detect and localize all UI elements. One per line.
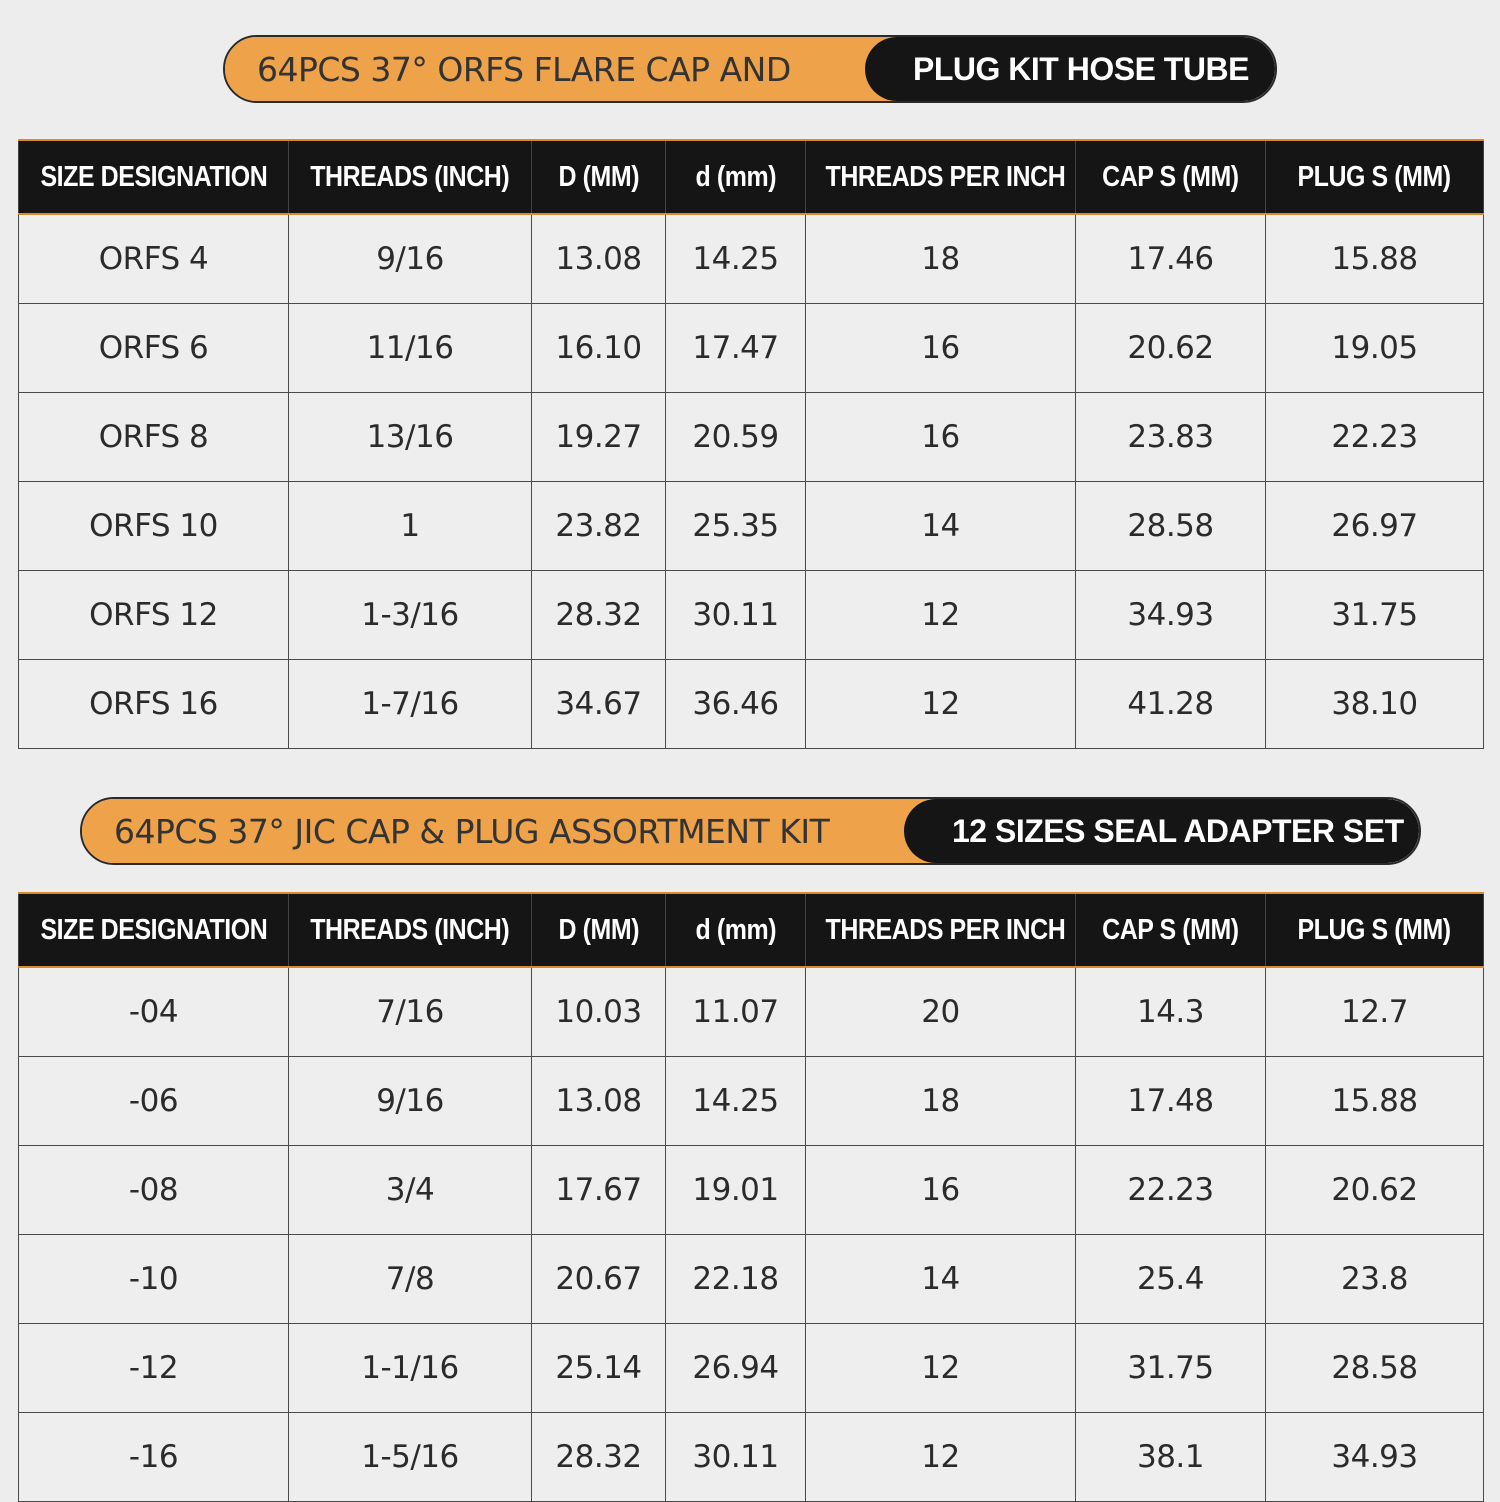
cell-plug-s: 19.05 [1266, 304, 1484, 393]
jic-banner-left-text: 64PCS 37° JIC CAP & PLUG ASSORTMENT KIT [82, 799, 934, 863]
cell-tpi: 12 [806, 571, 1076, 660]
cell-threads: 9/16 [289, 214, 532, 304]
cell-tpi: 12 [806, 1324, 1076, 1413]
header-d-minor: d (mm) [666, 140, 806, 214]
cell-size: -08 [19, 1146, 289, 1235]
cell-tpi: 18 [806, 214, 1076, 304]
header-size-designation: SIZE DESIGNATION [19, 893, 289, 967]
cell-d-major: 13.08 [532, 1057, 666, 1146]
cell-tpi: 14 [806, 1235, 1076, 1324]
cell-size: ORFS 6 [19, 304, 289, 393]
cell-plug-s: 20.62 [1266, 1146, 1484, 1235]
cell-size: -10 [19, 1235, 289, 1324]
header-cap-s: CAP S (MM) [1076, 140, 1266, 214]
cell-d-minor: 14.25 [666, 1057, 806, 1146]
table-header-row [19, 140, 1484, 214]
cell-threads: 7/16 [289, 967, 532, 1057]
cell-d-major: 13.08 [532, 214, 666, 304]
cell-cap-s: 25.4 [1076, 1235, 1266, 1324]
header-plug-s: PLUG S (MM) [1266, 140, 1484, 214]
cell-threads: 1-3/16 [289, 571, 532, 660]
header-threads-inch: THREADS (INCH) [289, 893, 532, 967]
cell-size: -06 [19, 1057, 289, 1146]
cell-cap-s: 14.3 [1076, 967, 1266, 1057]
cell-cap-s: 22.23 [1076, 1146, 1266, 1235]
header-d-minor: d (mm) [666, 893, 806, 967]
table-row [19, 967, 1484, 1057]
table-row [19, 214, 1484, 304]
cell-plug-s: 26.97 [1266, 482, 1484, 571]
cell-d-minor: 20.59 [666, 393, 806, 482]
cell-cap-s: 23.83 [1076, 393, 1266, 482]
orfs-spec-table [18, 139, 1484, 749]
header-threads-inch: THREADS (INCH) [289, 140, 532, 214]
cell-threads: 1-7/16 [289, 660, 532, 749]
cell-d-minor: 22.18 [666, 1235, 806, 1324]
cell-size: -12 [19, 1324, 289, 1413]
cell-cap-s: 20.62 [1076, 304, 1266, 393]
cell-d-major: 16.10 [532, 304, 666, 393]
cell-tpi: 20 [806, 967, 1076, 1057]
cell-threads: 1-1/16 [289, 1324, 532, 1413]
header-threads-per-inch: THREADS PER INCH [806, 140, 1076, 214]
jic-kit-banner [80, 797, 1421, 865]
cell-size: ORFS 16 [19, 660, 289, 749]
cell-d-major: 23.82 [532, 482, 666, 571]
header-plug-s: PLUG S (MM) [1266, 893, 1484, 967]
header-d-major: D (MM) [532, 893, 666, 967]
cell-cap-s: 31.75 [1076, 1324, 1266, 1413]
cell-threads: 3/4 [289, 1146, 532, 1235]
cell-d-major: 25.14 [532, 1324, 666, 1413]
cell-d-minor: 30.11 [666, 1413, 806, 1502]
cell-plug-s: 22.23 [1266, 393, 1484, 482]
cell-d-major: 28.32 [532, 571, 666, 660]
cell-plug-s: 34.93 [1266, 1413, 1484, 1502]
cell-cap-s: 38.1 [1076, 1413, 1266, 1502]
cell-size: ORFS 10 [19, 482, 289, 571]
cell-size: ORFS 8 [19, 393, 289, 482]
table-row [19, 1413, 1484, 1502]
table-row [19, 571, 1484, 660]
table-row [19, 304, 1484, 393]
table-row [19, 1057, 1484, 1146]
cell-tpi: 18 [806, 1057, 1076, 1146]
cell-threads: 9/16 [289, 1057, 532, 1146]
cell-size: -04 [19, 967, 289, 1057]
cell-tpi: 14 [806, 482, 1076, 571]
cell-tpi: 16 [806, 1146, 1076, 1235]
cell-size: ORFS 12 [19, 571, 289, 660]
cell-d-minor: 30.11 [666, 571, 806, 660]
cell-d-minor: 25.35 [666, 482, 806, 571]
cell-size: ORFS 4 [19, 214, 289, 304]
header-d-major: D (MM) [532, 140, 666, 214]
jic-spec-table [18, 892, 1484, 1502]
orfs-banner-left-text: 64PCS 37° ORFS FLARE CAP AND [225, 37, 895, 101]
header-threads-per-inch: THREADS PER INCH [806, 893, 1076, 967]
cell-plug-s: 31.75 [1266, 571, 1484, 660]
cell-d-major: 17.67 [532, 1146, 666, 1235]
table-row [19, 1235, 1484, 1324]
cell-d-major: 19.27 [532, 393, 666, 482]
cell-plug-s: 12.7 [1266, 967, 1484, 1057]
cell-d-major: 10.03 [532, 967, 666, 1057]
table-row [19, 1324, 1484, 1413]
cell-tpi: 16 [806, 393, 1076, 482]
cell-d-minor: 26.94 [666, 1324, 806, 1413]
cell-plug-s: 38.10 [1266, 660, 1484, 749]
cell-d-minor: 14.25 [666, 214, 806, 304]
cell-d-major: 20.67 [532, 1235, 666, 1324]
cell-plug-s: 28.58 [1266, 1324, 1484, 1413]
table-row [19, 660, 1484, 749]
cell-d-minor: 19.01 [666, 1146, 806, 1235]
cell-cap-s: 17.46 [1076, 214, 1266, 304]
table-row [19, 393, 1484, 482]
cell-d-major: 34.67 [532, 660, 666, 749]
cell-cap-s: 17.48 [1076, 1057, 1266, 1146]
cell-threads: 1 [289, 482, 532, 571]
cell-cap-s: 28.58 [1076, 482, 1266, 571]
cell-d-minor: 36.46 [666, 660, 806, 749]
cell-d-minor: 17.47 [666, 304, 806, 393]
table-header-row [19, 893, 1484, 967]
cell-plug-s: 15.88 [1266, 1057, 1484, 1146]
table-row [19, 1146, 1484, 1235]
orfs-banner-right-text: PLUG KIT HOSE TUBE [865, 37, 1275, 101]
cell-cap-s: 41.28 [1076, 660, 1266, 749]
cell-plug-s: 23.8 [1266, 1235, 1484, 1324]
cell-d-major: 28.32 [532, 1413, 666, 1502]
jic-banner-right-text: 12 SIZES SEAL ADAPTER SET [904, 799, 1419, 863]
cell-d-minor: 11.07 [666, 967, 806, 1057]
cell-tpi: 12 [806, 660, 1076, 749]
header-size-designation: SIZE DESIGNATION [19, 140, 289, 214]
cell-threads: 1-5/16 [289, 1413, 532, 1502]
header-cap-s: CAP S (MM) [1076, 893, 1266, 967]
cell-threads: 7/8 [289, 1235, 532, 1324]
cell-threads: 13/16 [289, 393, 532, 482]
cell-threads: 11/16 [289, 304, 532, 393]
cell-tpi: 16 [806, 304, 1076, 393]
cell-cap-s: 34.93 [1076, 571, 1266, 660]
table-row [19, 482, 1484, 571]
cell-plug-s: 15.88 [1266, 214, 1484, 304]
orfs-kit-banner [223, 35, 1277, 103]
cell-size: -16 [19, 1413, 289, 1502]
cell-tpi: 12 [806, 1413, 1076, 1502]
